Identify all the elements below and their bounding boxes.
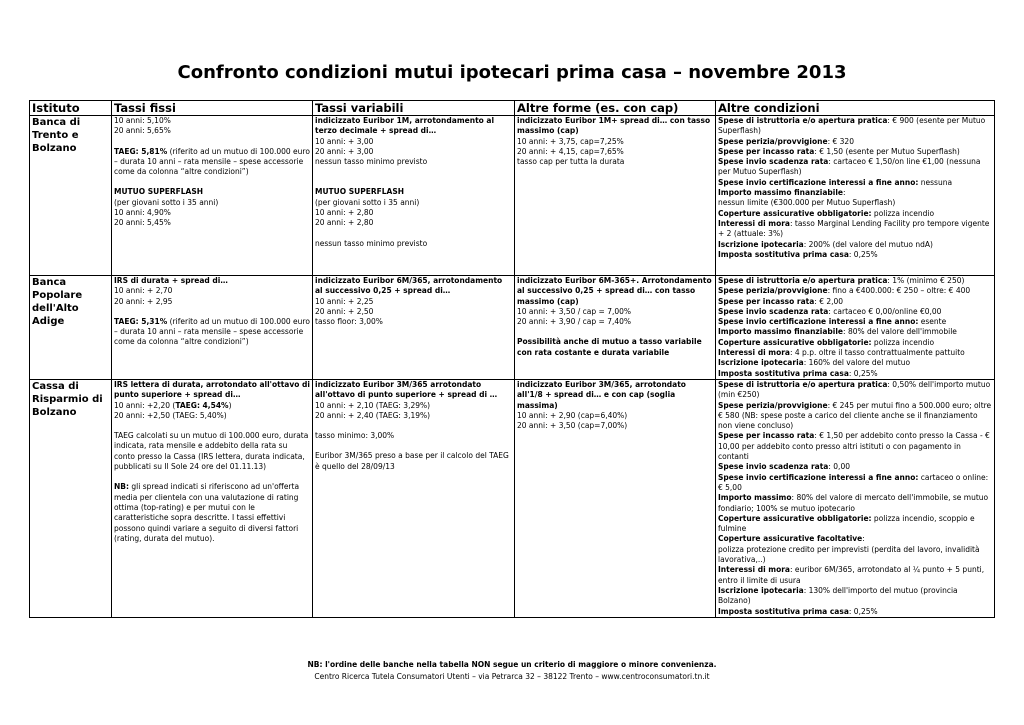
text: : cartaceo € 1,50/on line €1,00 (nessuna per Mutuo Superflash): [718, 157, 981, 177]
cell-paragraph: [517, 327, 713, 337]
bold-text: Coperture assicurative obbligatorie:: [718, 208, 872, 218]
cell-paragraph: [718, 607, 992, 617]
text: : € 2,00: [814, 296, 844, 306]
tassi-fissi-cell: [112, 116, 313, 276]
cell-paragraph: [315, 229, 512, 239]
bold-text: IRS lettera di durata, arrotondato all'ottavo di punto superiore + spread di…: [114, 379, 310, 400]
bold-text: TAEG: 5,31%: [114, 316, 168, 326]
altre-forme-cell: [515, 276, 716, 380]
cell-paragraph: [718, 219, 992, 240]
bold-text: indicizzato Euribor 6M/365, arrotondamento al successivo 0,25 + spread di…: [315, 276, 503, 296]
cell-paragraph: [718, 514, 992, 535]
bold-text: Spese per incasso rata: [718, 431, 815, 441]
cell-paragraph: [315, 157, 512, 167]
cell-paragraph: [114, 297, 310, 307]
text: polizza protezione credito per imprevisti (perdita del lavoro, invalidità lavorativa,..): [718, 544, 980, 565]
text: gli spread indicati si riferiscono ad un'offerta media per clientela con una valutazione di rating ottima (top-rating) e per mutui con le caratteristiche sopra descritte. I tassi effettivi possono quindi variare a seguito di diversi fattori (rating, durata del mutuo).: [114, 482, 300, 543]
text: 10 anni: + 3,00: [315, 136, 374, 146]
text: 20 anni: + 2,40 (TAEG: 3,19%): [315, 410, 431, 420]
text: nessun tasso minimo previsto: [315, 238, 428, 248]
bold-text: MUTUO SUPERFLASH: [114, 187, 204, 197]
cell-paragraph: [517, 307, 713, 317]
cell-paragraph: [517, 157, 713, 167]
text: 20 anni: + 4,15, cap=7,65%: [517, 146, 624, 156]
cell-paragraph: [315, 239, 512, 249]
cell-paragraph: [315, 431, 512, 441]
bold-text: Coperture assicurative facoltative: [718, 534, 863, 544]
text: 20 anni: +2,50 (TAEG: 5,40%): [114, 410, 227, 420]
text: : 160% del valore del mutuo: [803, 358, 911, 368]
cell-paragraph: [114, 218, 310, 228]
cell-paragraph: [114, 116, 310, 126]
cell-paragraph: [718, 276, 992, 286]
cell-paragraph: [718, 147, 992, 157]
text: : tasso Marginal Lending Facility pro tempore vigente + 2 (attuale: 3%): [718, 218, 990, 239]
cell-paragraph: [315, 297, 512, 307]
header-row: [30, 101, 995, 116]
bold-text: Imposta sostitutiva prima casa: [718, 368, 849, 378]
cell-paragraph: [114, 317, 310, 348]
cell-paragraph: [718, 380, 992, 401]
text: : cartaceo € 0,00/online €0,00: [828, 306, 942, 316]
cell-paragraph: [315, 147, 512, 157]
bold-text: Interessi di mora: [718, 348, 790, 358]
bold-text: TAEG: 4,54%: [175, 400, 229, 410]
cell-paragraph: [718, 137, 992, 147]
cell-paragraph: [718, 401, 992, 432]
text: : 0,25%: [848, 249, 878, 259]
text: 20 anni: + 2,80: [315, 218, 374, 228]
text: tasso floor: 3,00%: [315, 317, 383, 327]
bold-text: Spese per incasso rata: [718, 296, 815, 306]
bold-text: Iscrizione ipotecaria: [718, 358, 804, 368]
cell-paragraph: [315, 116, 512, 137]
bold-text: MUTUO SUPERFLASH: [315, 187, 405, 197]
text: : 1% (minimo € 250): [887, 276, 965, 285]
bold-text: indicizzato Euribor 1M+ spread di… con tasso massimo (cap): [517, 116, 711, 136]
cell-paragraph: [114, 411, 310, 421]
footer-address: Centro Ricerca Tutela Consumatori Utenti – via Petrarca 32 – 38122 Trento – www.centroconsumatori.tn.it: [314, 672, 710, 681]
text: (riferito ad un mutuo di 100.000 euro – durata 10 anni – rata mensile – spese accessorie come da colonna “altre condizioni”): [114, 316, 310, 347]
bold-text: Importo massimo finanziabile: [718, 327, 844, 337]
cell-paragraph: [315, 380, 512, 401]
bold-text: Spese invio certificazione interessi a fine anno:: [718, 177, 919, 187]
bold-text: Imposta sostitutiva prima casa: [718, 606, 849, 616]
cell-paragraph: [718, 327, 992, 337]
bold-text: TAEG: 5,81%: [114, 146, 168, 156]
text: (per giovani sotto i 35 anni): [315, 197, 420, 207]
istituto-cell: Cassa di Risparmio di Bolzano: [30, 379, 112, 617]
altre-condizioni-cell: [716, 116, 995, 276]
cell-paragraph: [315, 198, 512, 208]
cell-paragraph: [315, 208, 512, 218]
text: : € 900 (esente per Mutuo Superflash): [718, 116, 986, 136]
bold-text: Importo massimo: [718, 493, 792, 503]
text: tasso minimo: 3,00%: [315, 431, 395, 441]
text: : € 1,50 (esente per Mutuo Superflash): [814, 146, 960, 156]
text: : € 320: [827, 136, 854, 146]
cell-paragraph: [718, 565, 992, 586]
cell-paragraph: [718, 240, 992, 250]
text: : 4 p.p. oltre il tasso contrattualmente pattuito: [789, 348, 965, 358]
cell-paragraph: [114, 401, 310, 411]
tassi-variabili-cell: [313, 116, 515, 276]
text: : 80% del valore di mercato dell'immobile, se mutuo fondiario; 100% se mutuo ipotecario: [718, 493, 989, 513]
text: 10 anni: + 3,50 / cap = 7,00%: [517, 306, 632, 316]
document-title: Confronto condizioni mutui ipotecari prima casa – novembre 2013: [177, 62, 847, 83]
text: 20 anni: + 3,90 / cap = 7,40%: [517, 317, 632, 327]
cell-paragraph: [114, 472, 310, 482]
cell-paragraph: [718, 358, 992, 368]
cell-paragraph: [114, 147, 310, 178]
cell-paragraph: [114, 421, 310, 431]
text: : 0,25%: [848, 368, 878, 378]
altre-condizioni-cell: [716, 276, 995, 380]
cell-paragraph: [114, 286, 310, 296]
cell-paragraph: [114, 126, 310, 136]
cell-paragraph: [114, 431, 310, 472]
text: nessun limite (€300.000 per Mutuo Superflash): [718, 198, 896, 208]
text: 10 anni: +2,20 (: [114, 400, 176, 410]
cell-paragraph: [718, 348, 992, 358]
cell-paragraph: [718, 473, 992, 494]
text: TAEG calcolati su un mutuo di 100.000 euro, durata indicata, rata mensile e addebito della rata su conto presso la Cassa (IRS lettera, durata indicata, pubblicati su Il Sole 24 ore del 01.11.13): [114, 431, 309, 472]
table-row: [30, 276, 995, 380]
text: tasso cap per tutta la durata: [517, 157, 625, 167]
text: nessuna: [918, 177, 953, 187]
text: (per giovani sotto i 35 anni): [114, 197, 219, 207]
bold-text: IRS di durata + spread di…: [114, 276, 228, 285]
cell-paragraph: [114, 187, 310, 197]
altre-condizioni-cell: [716, 379, 995, 617]
header-altre-condizioni: Altre condizioni: [716, 101, 995, 116]
cell-paragraph: [315, 137, 512, 147]
header-tassi-fissi: Tassi fissi: [112, 101, 313, 116]
istituto-cell: Banca Popolare dell'Alto Adige: [30, 276, 112, 380]
cell-paragraph: [718, 462, 992, 472]
bold-text: Spese per incasso rata: [718, 146, 815, 156]
istituto-cell: Banca di Trento e Bolzano: [30, 116, 112, 276]
cell-paragraph: [114, 198, 310, 208]
cell-paragraph: [718, 338, 992, 348]
header-tassi-variabili: Tassi variabili: [313, 101, 515, 116]
text: 20 anni: 5,45%: [114, 218, 171, 228]
cell-paragraph: [718, 209, 992, 219]
cell-paragraph: [315, 441, 512, 451]
bold-text: Spese perizia/provvigione: [718, 136, 828, 146]
text: : euribor 6M/365, arrotondato al ¼ punto + 5 punti, entro il limite di usura: [718, 565, 985, 585]
cell-paragraph: [114, 276, 310, 286]
text: cartaceo o online: € 5,00: [718, 472, 989, 492]
bold-text: indicizzato Euribor 6M-365+. Arrotondamento al successivo 0,25 + spread di… con tasso massimo (cap): [517, 276, 712, 306]
text: : fino a €400.000: € 250 – oltre: € 400: [827, 286, 971, 296]
cell-paragraph: [315, 276, 512, 297]
cell-paragraph: [315, 317, 512, 327]
bold-text: Spese invio scadenza rata: [718, 462, 829, 472]
altre-forme-cell: [515, 379, 716, 617]
bold-text: NB:: [114, 482, 129, 492]
cell-paragraph: [517, 411, 713, 421]
text: 20 anni: + 3,50 (cap=7,00%): [517, 421, 628, 431]
table-row: [30, 116, 995, 276]
bold-text: Imposta sostitutiva prima casa: [718, 249, 849, 259]
tassi-fissi-cell: [112, 276, 313, 380]
table-row: [30, 379, 995, 617]
cell-paragraph: [718, 250, 992, 260]
cell-paragraph: [114, 307, 310, 317]
cell-paragraph: [315, 307, 512, 317]
cell-paragraph: [718, 297, 992, 307]
bold-text: indicizzato Euribor 1M, arrotondamento al terzo decimale + spread di…: [315, 116, 495, 136]
cell-paragraph: [315, 167, 512, 177]
header-altre-forme: Altre forme (es. con cap): [515, 101, 716, 116]
text: 10 anni: 4,90%: [114, 208, 171, 218]
text: : 0,00: [828, 462, 850, 472]
text: nessun tasso minimo previsto: [315, 157, 428, 167]
text: Euribor 3M/365 preso a base per il calcolo del TAEG è quello del 28/09/13: [315, 451, 509, 471]
text: 10 anni: + 2,80: [315, 208, 374, 218]
text: : 0,25%: [848, 606, 878, 616]
cell-paragraph: [718, 157, 992, 178]
bold-text: Iscrizione ipotecaria: [718, 585, 804, 595]
text: 10 anni: + 2,90 (cap=6,40%): [517, 410, 628, 420]
cell-paragraph: [315, 218, 512, 228]
text: polizza incendio: [871, 337, 935, 347]
cell-paragraph: [718, 369, 992, 379]
cell-paragraph: [114, 208, 310, 218]
cell-paragraph: [718, 586, 992, 607]
text: : € 245 per mutui fino a 500.000 euro; oltre € 580 (NB: spese poste a carico del cliente anche se il finanziamento non viene concluso): [718, 400, 992, 431]
tassi-variabili-cell: [313, 276, 515, 380]
text: 10 anni: + 2,10 (TAEG: 3,29%): [315, 400, 431, 410]
text: : 80% del valore dell'immobile: [843, 327, 957, 337]
bold-text: Spese invio scadenza rata: [718, 306, 829, 316]
cell-paragraph: [517, 276, 713, 307]
cell-paragraph: [517, 380, 713, 411]
cell-paragraph: [517, 317, 713, 327]
tassi-fissi-cell: [112, 379, 313, 617]
tassi-variabili-cell: [313, 379, 515, 617]
text: : 200% (del valore del mutuo ndA): [803, 239, 933, 249]
cell-paragraph: [718, 178, 992, 188]
cell-paragraph: [718, 307, 992, 317]
cell-paragraph: [315, 177, 512, 187]
cell-paragraph: [718, 116, 992, 137]
bold-text: Spese perizia/provvigione: [718, 400, 828, 410]
cell-paragraph: [517, 137, 713, 147]
header-istituto: Istituto: [30, 101, 112, 116]
cell-paragraph: [718, 188, 992, 198]
cell-paragraph: [114, 380, 310, 401]
cell-paragraph: [315, 451, 512, 472]
text: 10 anni: + 2,25: [315, 296, 374, 306]
bold-text: Interessi di mora: [718, 565, 790, 575]
text: 10 anni: 5,10%: [114, 116, 171, 125]
bold-text: Spese di istruttoria e/o apertura pratica: [718, 276, 888, 285]
text: (riferito ad un mutuo di 100.000 euro – durata 10 anni – rata mensile – spese accessorie come da colonna “altre condizioni”): [114, 146, 310, 177]
cell-paragraph: [517, 337, 713, 358]
bold-text: indicizzato Euribor 3M/365, arrotondato all'1/8 + spread di… e con cap (soglia massima): [517, 379, 686, 410]
cell-paragraph: [315, 421, 512, 431]
bold-text: Coperture assicurative obbligatorie:: [718, 337, 872, 347]
bold-text: Possibilità anche di mutuo a tasso variabile con rata costante e durata variabile: [517, 337, 702, 357]
text: 20 anni: + 2,50: [315, 306, 374, 316]
text: polizza incendio: [871, 208, 935, 218]
bold-text: Spese di istruttoria e/o apertura pratica: [718, 379, 888, 389]
cell-paragraph: [718, 534, 992, 544]
cell-paragraph: [114, 137, 310, 147]
cell-paragraph: [517, 421, 713, 431]
text: : 130% dell'importo del mutuo (provincia Bolzano): [718, 585, 958, 606]
text: 20 anni: + 3,00: [315, 146, 374, 156]
text: esente: [918, 317, 947, 327]
bold-text: Spese invio certificazione interessi a fine anno:: [718, 317, 919, 327]
cell-paragraph: [315, 401, 512, 411]
cell-paragraph: [718, 493, 992, 514]
cell-paragraph: [718, 317, 992, 327]
cell-paragraph: [517, 147, 713, 157]
cell-paragraph: [718, 198, 992, 208]
text: 20 anni: + 2,95: [114, 296, 173, 306]
bold-text: Iscrizione ipotecaria: [718, 239, 804, 249]
comparison-table: [29, 100, 995, 618]
altre-forme-cell: [515, 116, 716, 276]
cell-paragraph: [718, 286, 992, 296]
text: : € 1,50 per addebito conto presso la Cassa - € 10,00 per addebito conto presso altri istituti o con pagamento in contanti: [718, 431, 990, 462]
cell-paragraph: [718, 545, 992, 566]
bold-text: Importo massimo finanziabile: [718, 188, 844, 198]
text: 10 anni: + 3,75, cap=7,25%: [517, 136, 624, 146]
cell-paragraph: [517, 116, 713, 137]
text: : 0,50% dell'importo mutuo (min €250): [718, 379, 991, 400]
bold-text: Spese di istruttoria e/o apertura pratica: [718, 116, 888, 125]
footer-note: NB: l'ordine delle banche nella tabella NON segue un criterio di maggiore o minore convenienza.: [307, 660, 717, 669]
text: polizza incendio, scoppio e fulmine: [718, 513, 975, 534]
text: 10 anni: + 2,70: [114, 286, 173, 296]
bold-text: Interessi di mora: [718, 218, 790, 228]
text: ): [228, 400, 232, 410]
cell-paragraph: [315, 187, 512, 197]
bold-text: Spese invio certificazione interessi a fine anno:: [718, 472, 919, 482]
bold-text: Spese perizia/provvigione: [718, 286, 828, 296]
bold-text: Coperture assicurative obbligatorie:: [718, 513, 872, 523]
bold-text: Spese invio scadenza rata: [718, 157, 829, 167]
bold-text: indicizzato Euribor 3M/365 arrotondato all'ottavo di punto superiore + spread di …: [315, 379, 498, 400]
cell-paragraph: [114, 482, 310, 544]
cell-paragraph: [315, 411, 512, 421]
cell-paragraph: [114, 177, 310, 187]
text: 20 anni: 5,65%: [114, 126, 171, 136]
text: :: [843, 188, 846, 198]
cell-paragraph: [718, 431, 992, 462]
text: :: [862, 534, 865, 544]
